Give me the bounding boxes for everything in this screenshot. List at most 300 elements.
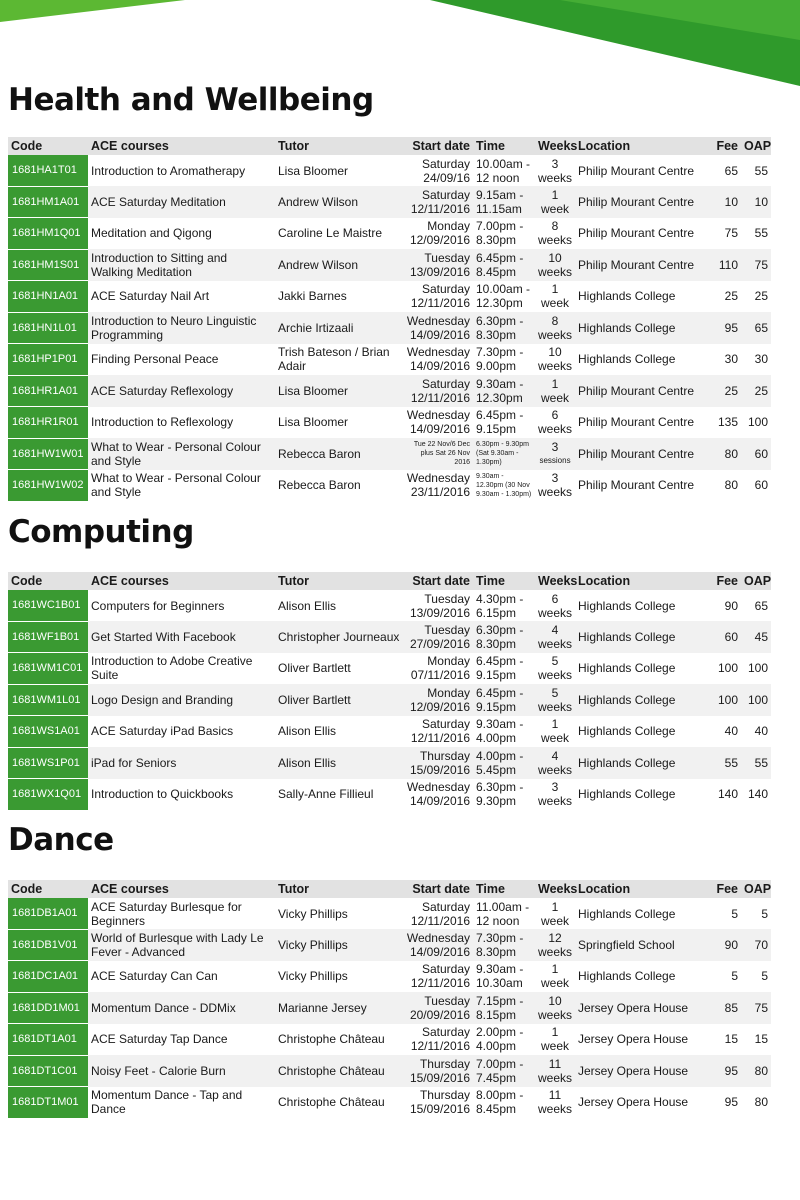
- course-name: ACE Saturday iPad Basics: [91, 724, 234, 739]
- course-name: Introduction to Neuro Linguistic Programming: [88, 312, 275, 344]
- tutor-name: Christophe Château: [278, 1095, 385, 1110]
- weeks-count: 1 week: [540, 962, 569, 991]
- location: Jersey Opera House: [578, 1095, 689, 1110]
- session-time: [473, 312, 535, 344]
- start-date: [403, 716, 473, 748]
- start-date-value: 14/09/2016: [409, 422, 470, 437]
- weeks: [535, 438, 575, 470]
- weeks-count: 5: [551, 654, 559, 669]
- time-end: 12 noon: [476, 170, 520, 185]
- course-name: Introduction to Aromatherapy: [91, 163, 246, 178]
- weeks: [535, 747, 575, 779]
- weeks: [535, 590, 575, 621]
- time-start: 7.00pm -: [476, 219, 524, 234]
- table-row: [8, 312, 771, 344]
- weeks-count: 3: [551, 780, 559, 795]
- start-day: Saturday: [421, 376, 470, 391]
- start-date: [403, 898, 473, 929]
- weeks: [535, 312, 575, 344]
- table-row: [8, 898, 771, 929]
- time-end: 11.15am: [476, 201, 522, 216]
- weeks-count: 5: [551, 685, 559, 700]
- session-time: [473, 155, 535, 186]
- tutor-name: Alison Ellis: [278, 598, 337, 613]
- course-code: 1681HA1T01: [8, 155, 88, 186]
- table-header-row: [8, 880, 771, 898]
- oap-fee: 65: [754, 598, 768, 613]
- weeks: [535, 407, 575, 439]
- course-code: 1681HM1A01: [8, 186, 88, 218]
- time-end: 8.30pm: [476, 636, 517, 651]
- weeks-count: 11: [548, 1088, 562, 1103]
- session-time: [473, 1055, 535, 1087]
- start-date-value: 27/09/2016: [409, 636, 470, 651]
- time-end: 7.45pm: [476, 1070, 517, 1085]
- column-header-fee: Fee: [705, 880, 741, 898]
- fee: 75: [724, 226, 738, 241]
- location: Philip Mourant Centre: [575, 186, 705, 218]
- start-date-value: 12/09/2016: [409, 699, 470, 714]
- weeks: [535, 653, 575, 685]
- column-header-location: Location: [575, 137, 705, 155]
- oap-fee: 25: [741, 375, 771, 407]
- tutor-name: Andrew Wilson: [275, 186, 403, 218]
- start-date: [403, 929, 473, 961]
- column-header-course: ACE courses: [88, 572, 275, 590]
- time-start: 6.45pm -: [476, 408, 524, 423]
- time-start: 6.45pm -: [476, 654, 524, 669]
- table-row: [8, 961, 771, 993]
- start-day: Thursday: [419, 1088, 470, 1103]
- tutor-name: Vicky Phillips: [275, 929, 403, 961]
- time-end: 9.15pm: [476, 699, 517, 714]
- start-date-value: 14/09/2016: [409, 327, 470, 342]
- session-time: [473, 779, 535, 811]
- course-code: 1681DT1A01: [8, 1024, 88, 1056]
- start-day: Saturday: [421, 962, 470, 977]
- course-code: 1681HR1A01: [8, 375, 88, 407]
- column-header-code: Code: [8, 572, 88, 590]
- time-start: 6.30pm -: [476, 313, 524, 328]
- course-name: ACE Saturday Reflexology: [88, 375, 275, 407]
- column-header-time: Time: [473, 880, 535, 898]
- weeks: [535, 218, 575, 250]
- oap-fee: 55: [754, 163, 768, 178]
- fee: 95: [705, 1055, 741, 1087]
- course-name: Finding Personal Peace: [91, 352, 219, 367]
- fee: 40: [724, 724, 738, 739]
- start-date-value: 12/11/2016: [410, 296, 470, 311]
- start-day: Saturday: [421, 282, 470, 297]
- table-row: [8, 281, 771, 313]
- course-code: 1681HW1W02: [8, 470, 88, 502]
- course-code: 1681WS1P01: [8, 747, 88, 779]
- tutor-name: Alison Ellis: [278, 724, 337, 739]
- table-row: [8, 155, 771, 186]
- start-date-value: 12/11/2016: [410, 976, 470, 991]
- oap-fee: 55: [741, 747, 771, 779]
- oap-fee: 30: [754, 352, 768, 367]
- weeks-count: 4: [551, 748, 559, 763]
- time-start: 6.30pm -: [476, 780, 524, 795]
- course-name: Introduction to Sitting and Walking Meditation: [88, 249, 275, 281]
- session-time: [473, 992, 535, 1024]
- fee: 5: [731, 969, 738, 984]
- weeks-count: 1 week: [540, 376, 569, 405]
- location: Philip Mourant Centre: [575, 438, 705, 470]
- session-time: [473, 344, 535, 376]
- start-date: [403, 621, 473, 653]
- oap-fee: 65: [741, 312, 771, 344]
- location: Highlands College: [578, 724, 676, 739]
- start-date: [403, 281, 473, 313]
- weeks: [535, 684, 575, 716]
- table-row: [8, 716, 771, 748]
- tutor-name: Trish Bateson / Brian Adair: [278, 345, 390, 374]
- tutor-name: Lisa Bloomer: [278, 415, 349, 430]
- weeks-unit: weeks: [538, 636, 573, 651]
- start-date-value: 07/11/2016: [410, 668, 470, 683]
- session-time: [473, 249, 535, 281]
- session-time: [473, 747, 535, 779]
- location: Jersey Opera House: [578, 1032, 689, 1047]
- start-date: [403, 779, 473, 811]
- weeks-count: 8: [551, 313, 559, 328]
- start-day: Saturday: [421, 717, 470, 732]
- course-code: 1681HR1R01: [8, 407, 88, 439]
- start-date: [403, 1055, 473, 1087]
- start-date-value: 23/11/2016: [410, 485, 470, 500]
- time-end: 10.30am: [476, 976, 523, 991]
- time-end: 5.45pm: [476, 762, 517, 777]
- oap-fee: 55: [754, 226, 768, 241]
- tutor-name: Andrew Wilson: [275, 249, 403, 281]
- time-start: 9.15am -: [476, 187, 524, 202]
- course-code: 1681DT1C01: [8, 1055, 88, 1087]
- column-header-time: Time: [473, 572, 535, 590]
- fee: 10: [705, 186, 741, 218]
- course-code: 1681HN1L01: [8, 312, 88, 344]
- start-date: [403, 470, 473, 502]
- course-name: Logo Design and Branding: [88, 684, 275, 716]
- location: Jersey Opera House: [575, 992, 705, 1024]
- course-name: ACE Saturday Nail Art: [91, 289, 210, 304]
- weeks-unit: sessions: [539, 455, 571, 465]
- start-day: Wednesday: [406, 780, 470, 795]
- tutor-name: Christophe Château: [278, 1032, 385, 1047]
- session-time: [473, 438, 535, 470]
- time-start: 6.30pm - 9.30pm (Sat 9.30am - 1.30pm): [476, 441, 529, 467]
- tutor-name: Christopher Journeaux: [275, 621, 403, 653]
- weeks: [535, 716, 575, 748]
- column-header-fee: Fee: [705, 572, 741, 590]
- oap-fee: 70: [741, 929, 771, 961]
- time-end: 8.15pm: [476, 1007, 517, 1022]
- weeks-count: 1 week: [540, 282, 569, 311]
- start-day: Tuesday: [424, 993, 470, 1008]
- time-start: 8.00pm -: [476, 1088, 524, 1103]
- location: Highlands College: [575, 747, 705, 779]
- start-day: Wednesday: [406, 930, 470, 945]
- weeks-count: 3: [551, 156, 559, 171]
- course-code: 1681DC1A01: [8, 961, 88, 993]
- section-title-health: Health and Wellbeing: [8, 82, 374, 118]
- start-date-value: 12/11/2016: [410, 913, 470, 928]
- table-row: [8, 1055, 771, 1087]
- start-day: Saturday: [421, 187, 470, 202]
- table-row: [8, 621, 771, 653]
- fee: 80: [724, 478, 738, 493]
- table-row: [8, 590, 771, 621]
- session-time: [473, 186, 535, 218]
- tutor-name: Lisa Bloomer: [278, 163, 349, 178]
- weeks-unit: weeks: [538, 762, 573, 777]
- course-code: 1681DB1A01: [8, 898, 88, 929]
- weeks-count: 3: [551, 471, 559, 486]
- course-code: 1681HP1P01: [8, 344, 88, 376]
- courses-table-health: [8, 137, 771, 502]
- start-day: Wednesday: [406, 408, 470, 423]
- table-row: [8, 438, 771, 470]
- start-day: Thursday: [419, 748, 470, 763]
- weeks-unit: weeks: [538, 1070, 573, 1085]
- tutor-name: Jakki Barnes: [278, 289, 347, 304]
- course-name: ACE Saturday Meditation: [88, 186, 275, 218]
- start-date: [403, 653, 473, 685]
- time-start: 4.00pm -: [476, 748, 524, 763]
- start-date-value: 13/09/2016: [409, 605, 470, 620]
- start-day: Wednesday: [406, 471, 470, 486]
- courses-table-dance: [8, 880, 771, 1119]
- time-end: 12.30pm: [476, 296, 523, 311]
- table-row: [8, 470, 771, 502]
- weeks-unit: weeks: [538, 485, 573, 500]
- location: Highlands College: [578, 352, 676, 367]
- column-header-location: Location: [575, 880, 705, 898]
- column-header-start-date: Start date: [403, 572, 473, 590]
- start-day: Tuesday: [424, 591, 470, 606]
- course-name: Introduction to Reflexology: [91, 415, 234, 430]
- time-start: 9.30am -: [476, 717, 524, 732]
- fee: 110: [705, 249, 741, 281]
- location: Philip Mourant Centre: [578, 163, 695, 178]
- oap-fee: 80: [741, 1055, 771, 1087]
- time-start: 7.00pm -: [476, 1056, 524, 1071]
- start-day: Thursday: [419, 1056, 470, 1071]
- time-end: 8.45pm: [476, 1102, 517, 1117]
- course-name: World of Burlesque with Lady Le Fever - Advanced: [88, 929, 275, 961]
- weeks-count: 10: [548, 993, 562, 1008]
- session-time: [473, 1087, 535, 1119]
- fee: 65: [724, 163, 738, 178]
- oap-fee: 5: [761, 906, 768, 921]
- session-time: [473, 375, 535, 407]
- session-time: [473, 621, 535, 653]
- weeks-count: 6: [551, 591, 559, 606]
- column-header-start-date: Start date: [403, 880, 473, 898]
- oap-fee: 15: [754, 1032, 768, 1047]
- table-row: [8, 249, 771, 281]
- course-code: 1681HN1A01: [8, 281, 88, 313]
- weeks-count: 10: [548, 250, 562, 265]
- weeks-unit: weeks: [538, 668, 573, 683]
- start-date-value: 12/11/2016: [410, 201, 470, 216]
- course-code: 1681HW1W01: [8, 438, 88, 470]
- start-date-value: 24/09/16: [423, 170, 470, 185]
- weeks-unit: weeks: [538, 170, 573, 185]
- start-date-value: 14/09/2016: [409, 359, 470, 374]
- weeks-unit: weeks: [538, 264, 573, 279]
- oap-fee: 10: [741, 186, 771, 218]
- weeks: [535, 281, 575, 313]
- weeks-unit: weeks: [538, 233, 573, 248]
- column-header-weeks: Weeks: [535, 572, 575, 590]
- weeks-count: 6: [551, 408, 559, 423]
- course-name: Meditation and Qigong: [91, 226, 212, 241]
- start-date-value: 15/09/2016: [409, 1102, 470, 1117]
- course-code: 1681DT1M01: [8, 1087, 88, 1119]
- column-header-course: ACE courses: [88, 880, 275, 898]
- weeks: [535, 898, 575, 929]
- course-name: ACE Saturday Burlesque for Beginners: [91, 899, 242, 928]
- oap-fee: 40: [754, 724, 768, 739]
- table-row: [8, 684, 771, 716]
- start-day: Wednesday: [406, 345, 470, 360]
- courses-table-computing: [8, 572, 771, 811]
- time-end: 4.00pm: [476, 731, 517, 746]
- time-end: 9.15pm: [476, 668, 517, 683]
- course-code: 1681HM1S01: [8, 249, 88, 281]
- fee: 95: [705, 312, 741, 344]
- start-date: [403, 1087, 473, 1119]
- tutor-name: Oliver Bartlett: [278, 661, 351, 676]
- column-header-oap: OAP: [741, 880, 771, 898]
- location: Highlands College: [575, 684, 705, 716]
- location: Highlands College: [578, 289, 676, 304]
- start-date: [403, 961, 473, 993]
- location: Philip Mourant Centre: [575, 375, 705, 407]
- table-row: [8, 747, 771, 779]
- time-start: 7.30pm -: [476, 930, 524, 945]
- table-row: [8, 186, 771, 218]
- start-day: Saturday: [421, 156, 470, 171]
- weeks-unit: weeks: [538, 605, 573, 620]
- column-header-weeks: Weeks: [535, 880, 575, 898]
- section-title-dance: Dance: [8, 822, 114, 858]
- weeks-unit: weeks: [538, 359, 573, 374]
- session-time: [473, 218, 535, 250]
- weeks-unit: weeks: [538, 1007, 573, 1022]
- column-header-tutor: Tutor: [275, 137, 403, 155]
- column-header-code: Code: [8, 137, 88, 155]
- fee: 80: [705, 438, 741, 470]
- oap-fee: 25: [754, 289, 768, 304]
- start-date: [403, 375, 473, 407]
- weeks-unit: weeks: [538, 944, 573, 959]
- fee: 5: [731, 906, 738, 921]
- green-banner-decoration: [0, 0, 800, 90]
- course-code: 1681WS1A01: [8, 716, 88, 748]
- weeks-count: 10: [548, 345, 562, 360]
- course-name: What to Wear - Personal Colour and Style: [88, 438, 275, 470]
- start-date-value: 15/09/2016: [409, 1070, 470, 1085]
- column-header-time: Time: [473, 137, 535, 155]
- tutor-name: Oliver Bartlett: [275, 684, 403, 716]
- location: Highlands College: [578, 661, 676, 676]
- course-name: iPad for Seniors: [88, 747, 275, 779]
- time-start: 2.00pm -: [476, 1025, 524, 1040]
- start-date-value: 20/09/2016: [409, 1007, 470, 1022]
- start-day: Monday: [427, 654, 470, 669]
- start-date: [403, 684, 473, 716]
- oap-fee: 140: [747, 787, 768, 802]
- weeks-unit: weeks: [538, 327, 573, 342]
- weeks: [535, 344, 575, 376]
- session-time: [473, 684, 535, 716]
- time-start: 4.30pm -: [476, 591, 524, 606]
- start-date: [403, 747, 473, 779]
- weeks-count: 11: [548, 1056, 562, 1071]
- location: Highlands College: [575, 621, 705, 653]
- start-date-value: 13/09/2016: [409, 264, 470, 279]
- start-day: Monday: [427, 685, 470, 700]
- course-code: 1681WC1B01: [8, 590, 88, 621]
- weeks-count: 1 week: [540, 717, 569, 746]
- course-name: ACE Saturday Tap Dance: [91, 1032, 228, 1047]
- column-header-fee: Fee: [705, 137, 741, 155]
- column-header-tutor: Tutor: [275, 880, 403, 898]
- weeks: [535, 1087, 575, 1119]
- fee: 85: [705, 992, 741, 1024]
- course-name: Introduction to Adobe Creative Suite: [91, 654, 253, 683]
- column-header-course: ACE courses: [88, 137, 275, 155]
- tutor-name: Vicky Phillips: [278, 906, 348, 921]
- location: Highlands College: [578, 969, 676, 984]
- course-name: Introduction to Quickbooks: [91, 787, 234, 802]
- location: Highlands College: [578, 906, 676, 921]
- time-end: 8.30pm: [476, 327, 517, 342]
- session-time: [473, 1024, 535, 1056]
- start-day: Saturday: [421, 899, 470, 914]
- start-day: Saturday: [421, 1025, 470, 1040]
- course-code: 1681DD1M01: [8, 992, 88, 1024]
- course-name: Noisy Feet - Calorie Burn: [88, 1055, 275, 1087]
- fee: 100: [705, 684, 741, 716]
- start-day: Tuesday: [424, 622, 470, 637]
- start-date: [403, 155, 473, 186]
- session-time: [473, 407, 535, 439]
- tutor-name: Christophe Château: [275, 1055, 403, 1087]
- session-time: [473, 281, 535, 313]
- fee: 95: [724, 1095, 738, 1110]
- time-start: 10.00am -: [476, 156, 531, 171]
- weeks: [535, 470, 575, 502]
- course-code: 1681WF1B01: [8, 621, 88, 653]
- column-header-oap: OAP: [741, 137, 771, 155]
- column-header-oap: OAP: [741, 572, 771, 590]
- tutor-name: Archie Irtizaali: [275, 312, 403, 344]
- course-code: 1681WX1Q01: [8, 779, 88, 811]
- weeks-unit: weeks: [538, 422, 573, 437]
- table-row: [8, 375, 771, 407]
- tutor-name: Rebecca Baron: [278, 478, 361, 493]
- table-header-row: [8, 137, 771, 155]
- start-day: Monday: [427, 219, 470, 234]
- session-time: [473, 653, 535, 685]
- time-end: 8.45pm: [476, 264, 517, 279]
- time-end: 9.15pm: [476, 422, 517, 437]
- table-row: [8, 1024, 771, 1056]
